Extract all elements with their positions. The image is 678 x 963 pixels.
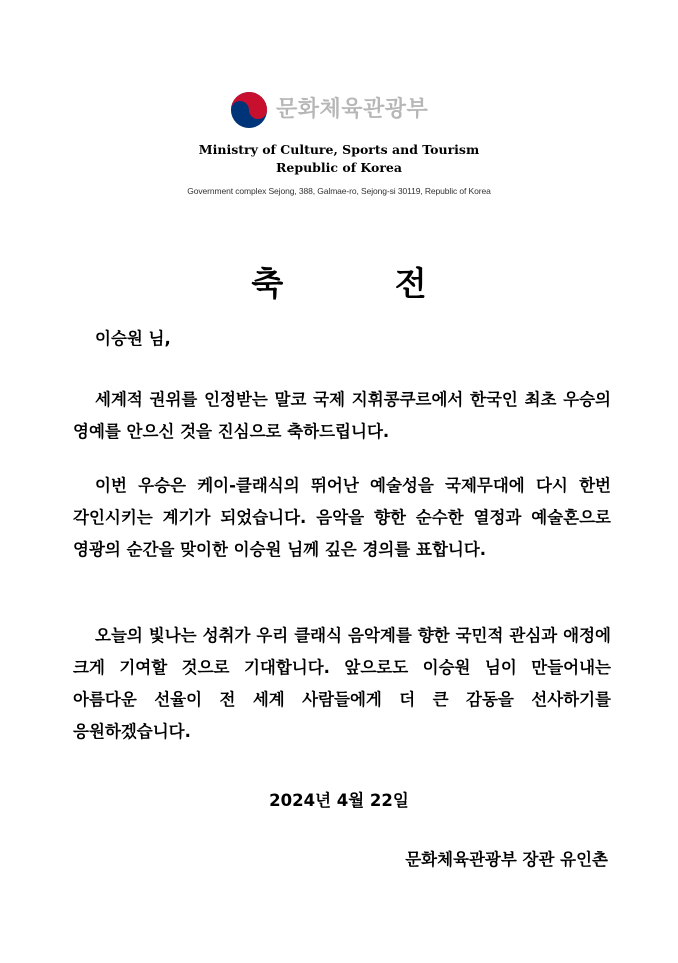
paragraph-3: 오늘의 빛나는 성취가 우리 클래식 음악계를 향한 국민적 관심과 애정에 크게 기여할 것으로 기대합니다. 앞으로도 이승원 님이 만들어내는 아름다운 선율이 전 세계 사람들에게 더 큰 감동을 선사하기를 응원하겠습니다. (73, 626, 611, 741)
ministry-logo (230, 90, 428, 130)
paragraph-1: 세계적 권위를 인정받는 말코 국제 지휘콩쿠르에서 한국인 최초 우승의 영예를 안으신 것을 진심으로 축하드립니다. (73, 390, 611, 441)
country-name-en: Republic of Korea (275, 160, 402, 175)
letterhead (0, 0, 678, 210)
letter-date: 2024년 4월 22일 (269, 791, 409, 810)
taegeuk-logo-icon (230, 91, 268, 129)
ministry-name-ko: 문화체육관광부 (276, 97, 429, 122)
signature: 문화체육관광부 장관 유인촌 (405, 850, 608, 869)
ministry-name-en: Ministry of Culture, Sports and Tourism (198, 142, 480, 157)
ministry-address: Government complex Sejong, 388, Galmae-ro, Sejong-si 30119, Republic of Korea (187, 186, 491, 196)
document-title: 축 전 (251, 264, 477, 303)
ministry-name-en-block (0, 141, 678, 177)
salutation: 이승원 님, (95, 329, 171, 348)
paragraph-2: 이번 우승은 케이-클래식의 뛰어난 예술성을 국제무대에 다시 한번 각인시키는 계기가 되었습니다. 음악을 향한 순수한 열정과 예술혼으로 영광의 순간을 맞이한 이승원 님께 깊은 경의를 표합니다. (73, 476, 611, 559)
